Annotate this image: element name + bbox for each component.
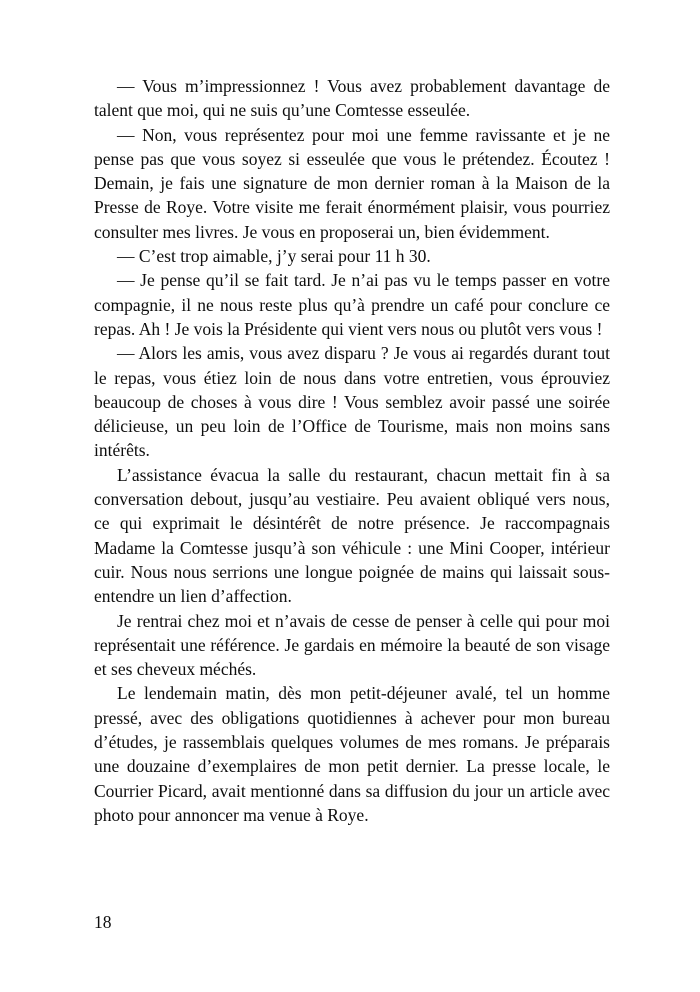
paragraph-dialogue-2: — Non, vous représentez pour moi une femme ravissante et je ne pense pas que vous soyez si esseulée que vous le prétendez. Écoutez ! Demain, je fais une signature de mon dernier roman à la Maison de la Presse de Roye. Votre visite me ferait énormément plaisir, vous pourriez consulter mes livres. Je vous en proposerai un, bien évidemment. — [94, 124, 610, 242]
paragraph-dialogue-1: — Vous m’impressionnez ! Vous avez probablement davantage de talent que moi, qui ne suis qu’une Comtesse esseulée. — [94, 76, 610, 121]
paragraph-dialogue-4: — Je pense qu’il se fait tard. Je n’ai pas vu le temps passer en votre compagnie, il ne nous reste plus qu’à prendre un café pour conclure ce repas. Ah ! Je vois la Présidente qui vient vers nous ou plutôt vers vous ! — [94, 270, 610, 339]
paragraph-narration-2: Je rentrai chez moi et n’avais de cesse de penser à celle qui pour moi représentait une référence. Je gardais en mémoire la beauté de son visage et ses cheveux méchés. — [94, 610, 610, 680]
paragraph-dialogue-3: — C’est trop aimable, j’y serai pour 11 h 30. — [117, 246, 431, 267]
paragraph-narration-1: L’assistance évacua la salle du restaurant, chacun mettait fin à sa conversation debout, jusqu’au vestiaire. Peu avaient obliqué vers nous, ce qui exprimait le désintérêt de notre présence. Je raccompagnais Madame la Comtesse jusqu’à son véhicule : une Mini Cooper, intérieur cuir. Nous nous serrions une longue poignée de mains qui laissait sous-entendre un lien d’affection. — [94, 464, 610, 607]
body-text — [94, 74, 610, 827]
paragraph-narration-3: Le lendemain matin, dès mon petit-déjeuner avalé, tel un homme pressé, avec des obligations quotidiennes à achever pour mon bureau d’études, je rassemblais quelques volumes de mes romans. Je préparais une douzaine d’exemplaires de mon petit dernier. La presse locale, le Courrier Picard, avait mentionné dans sa diffusion du jour un article avec photo pour annoncer ma venue à Roye. — [94, 683, 610, 825]
paragraph-dialogue-5: — Alors les amis, vous avez disparu ? Je vous ai regardés durant tout le repas, vous étiez loin de nous dans votre entretien, vous éprouviez beaucoup de choses à vous dire ! Vous semblez avoir passé une soirée délicieuse, un peu loin de l’Office de Tourisme, mais non moins sans intérêts. — [94, 343, 610, 461]
page-number: 18 — [94, 912, 112, 932]
